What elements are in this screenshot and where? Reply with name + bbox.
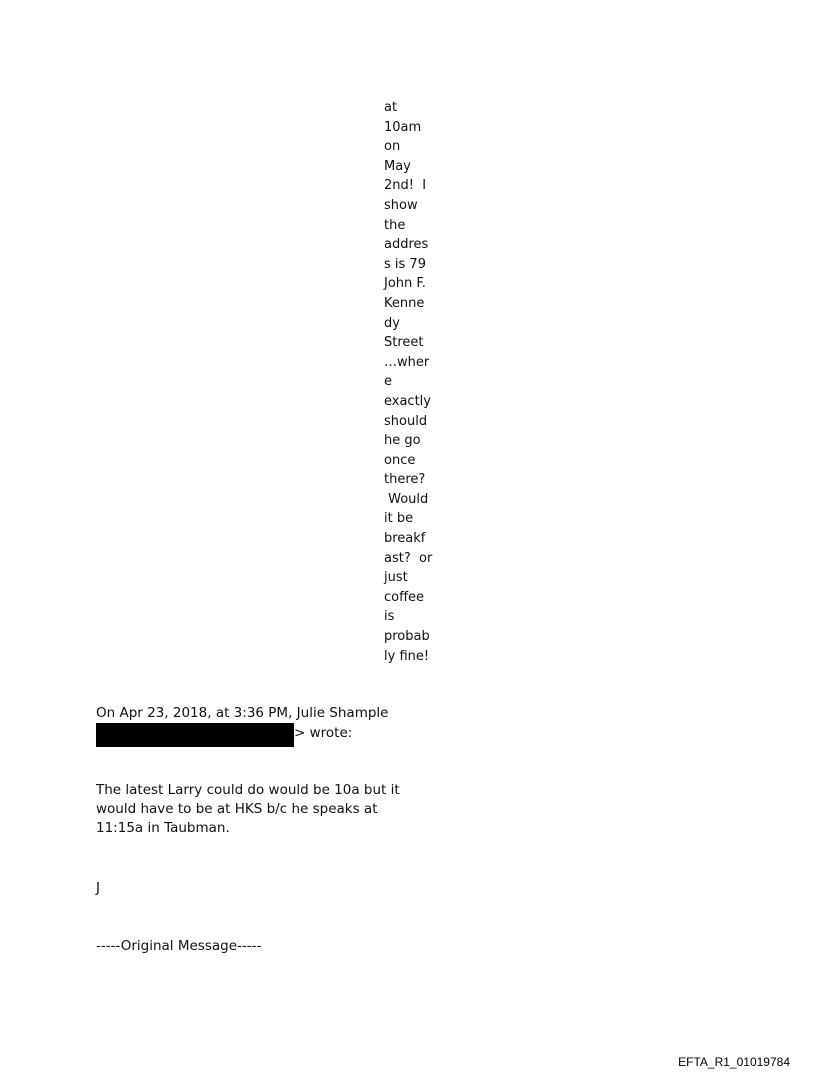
quoted-reply-line: dy [384,315,400,331]
quoted-reply-line: s is 79 [384,256,426,272]
quoted-reply-line: probab [384,629,430,645]
quoted-reply-line: Would [384,491,429,507]
quoted-reply-line: 10am [384,119,422,135]
quoted-reply-line: addres [384,237,429,253]
quoted-reply-line: there? [384,472,426,488]
quoted-reply-line: ast? or [384,550,433,566]
quoted-reply-line: show [384,197,418,213]
quoted-reply-line: coffee [384,589,425,605]
quoted-reply-line: May [384,158,411,174]
quoted-reply-line: …wher [384,354,430,370]
quoted-reply-line: it be [384,511,414,527]
message-signoff: J [96,880,100,896]
original-message-header: -----Original Message----- [96,938,262,954]
redacted-email-block [96,723,294,747]
quoted-reply-line: the [384,217,406,233]
quoted-reply-line: is [384,609,395,625]
quoted-reply-line: John F. [384,276,426,292]
quoted-reply-line: Street [384,335,424,351]
quoted-reply-line: should [384,413,428,429]
quoted-reply-line: ly fine! [384,648,430,664]
quoted-reply-line: once [384,452,416,468]
quoted-reply-line: Kenne [384,295,425,311]
quoted-reply-line: e [384,374,392,390]
attribution-wrote-text: > wrote: [294,725,353,741]
quoted-reply-line: he go [384,433,421,449]
message-body: The latest Larry could do would be 10a but it would have to be at HKS b/c he speaks at 11:15a in Taubman. [96,782,400,836]
attribution-sender-line [96,722,406,742]
quoted-reply-line: 2nd! I [384,178,427,194]
quoted-reply-line: exactly [384,393,431,409]
quoted-reply-line: just [384,570,408,586]
quoted-reply-column [384,98,444,666]
quoted-reply-line: breakf [384,531,426,547]
quoted-reply-line: at [384,100,398,115]
document-id-footer: EFTA_R1_01019784 [678,1055,790,1069]
reply-attribution [96,704,406,742]
quoted-reply-line: on [384,139,401,155]
attribution-line: On Apr 23, 2018, at 3:36 PM, Julie Shample [96,705,389,721]
